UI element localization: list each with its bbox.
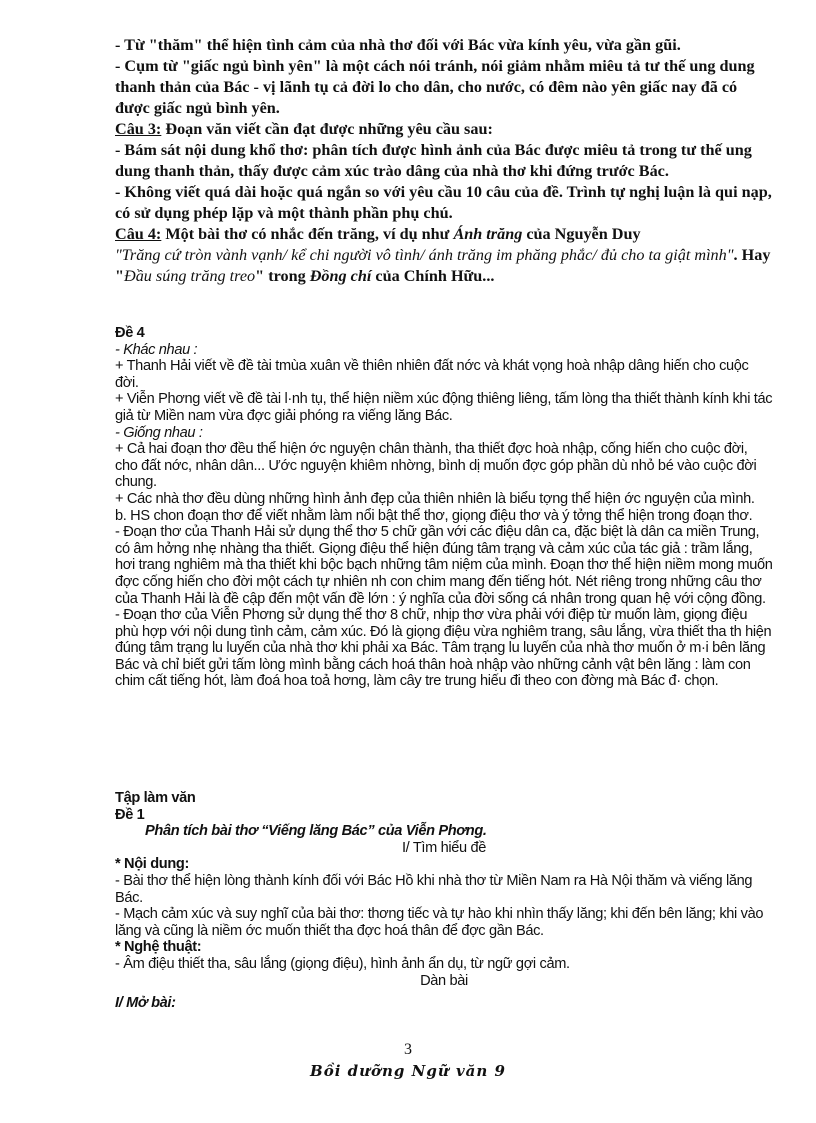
- cau-3-heading: [115, 119, 775, 140]
- paragraph-2: + Viễn Phơng viết về đề tài l·nh tụ, thể hiện niềm xúc động thiêng liêng, tấm lòng tha thiết thành kính khi tác giả từ Miền nam vừa đợc giải phóng ra viếng lăng Bác.: [115, 391, 773, 424]
- poem-quote-1: "Trăng cứ tròn vành vạnh/ kể chi người vô tình/ ánh trăng im phăng phắc/ đủ cho ta giật mình": [115, 246, 734, 264]
- noi-dung-label: * Nội dung:: [115, 856, 189, 873]
- de-4-section: [115, 325, 773, 690]
- paragraph-4: + Các nhà thơ đều dùng những hình ảnh đẹp của thiên nhiên là biểu tợng thể hiện ớc nguyện của mình.: [115, 490, 755, 507]
- answer-line-2: - Cụm từ "giấc ngủ bình yên" là một cách nói tránh, nói giảm nhằm miêu tả tư thế ung dung thanh thản của Bác - vị lãnh tụ cả đời lo cho dân, cho nước, có đêm nào yên giấc nay đã có được giấc ngủ bình yên.: [115, 57, 755, 117]
- footer-title: Bồi dưỡng Ngữ văn 9: [310, 1062, 506, 1080]
- tap-lam-van-section: [115, 790, 773, 1012]
- cau-4-text: Một bài thơ có nhắc đến trăng, ví dụ như: [161, 225, 454, 243]
- noi-dung-2: - Mạch cảm xúc và suy nghĩ của bài thơ: thơng tiếc và tự hào khi nhìn thấy lăng; khi đến bên lăng; khi vào lăng và cũng là niềm ớc muốn thiết tha đợc hoá thân để đợc gần Bác.: [115, 906, 764, 939]
- tap-lam-van-heading: Tập làm văn: [115, 790, 196, 806]
- poem-title-anh-trang: Ánh trăng: [453, 225, 523, 243]
- khac-nhau-label: - Khác nhau :: [115, 341, 198, 358]
- de-1-heading: Đề 1: [115, 806, 145, 823]
- dan-bai-heading: Dàn bài: [420, 972, 468, 989]
- nghe-thuat-1: - Âm điệu thiết tha, sâu lắng (giọng điệu), hình ảnh ẩn dụ, từ ngữ gợi cảm.: [115, 955, 570, 972]
- paragraph-7: - Đoạn thơ của Viễn Phơng sử dụng thể thơ 8 chữ, nhịp thơ vừa phải với điệp từ muốn làm, giọng điệu phù hợp với nội dung tình cảm, cảm xúc. Đó là giọng điệu vừa nghiêm trang, sâu lắng, vừa thiết tha th hiện đúng tâm trạng lu luyến của nhà thơ khi phải xa Bác. Tâm trạng lu luyến của nhà thơ muốn ở m·i bên lăng Bác và chỉ biết gửi tấm lòng mình bằng cách hoá thân hoà nhập vào những cảnh vật bên lăng : làm con chim cất tiếng hót, làm đoá hoa toả hơng, làm cây tre trung hiếu đi theo con đờng mà Bác đ· chọn.: [115, 607, 772, 690]
- poem-title-dong-chi: Đồng chí: [309, 267, 372, 285]
- page-number: 3: [404, 1041, 412, 1058]
- paragraph-6: - Đoạn thơ của Thanh Hải sử dụng thể thơ 5 chữ gần với các điệu dân ca, đặc biệt là dân ca miền Trung, có âm hởng nhẹ nhàng tha thiết. Giọng điệu thể hiện đúng tâm trạng và cảm xúc của tác giả : trầm lắng, hơi trang nghiêm mà tha thiết khi bộc bạch những tâm niệm của mình. Đoạn thơ thể hiện niềm mong muốn đợc cống hiến cho đời một cách tự nhiên nh con chim mang đến tiếng hót. Nét riêng trong những câu thơ của Thanh Hải là đề cập đến một vấn đề lớn : ý nghĩa của đời sống cá nhân trong quan hệ với cộng đồng.: [115, 524, 773, 607]
- cau-3-label: Câu 3:: [115, 120, 162, 138]
- cau-3-text: Đoạn văn viết cần đạt được những yêu cầu sau:: [161, 120, 493, 138]
- answer-line-1: - Từ "thăm" thể hiện tình cảm của nhà thơ đối với Bác vừa kính yêu, vừa gần gũi.: [115, 36, 681, 54]
- tim-hieu-de-heading: I/ Tìm hiểu đề: [401, 839, 487, 856]
- cau-4-author: của Nguyễn Duy: [522, 225, 641, 243]
- cau-4-label: Câu 4:: [115, 225, 162, 243]
- cau-4-paragraph: [115, 224, 775, 287]
- nghe-thuat-label: * Nghệ thuật:: [115, 939, 202, 956]
- task-title: Phân tích bài thơ “Viếng lăng Bác” của Viễn Phơng.: [145, 823, 487, 840]
- de-4-heading: Đề 4: [115, 325, 145, 341]
- answer-section: [115, 35, 775, 287]
- answer-line-3: - Bám sát nội dung khổ thơ: phân tích được hình ảnh của Bác được miêu tả trong tư thế ung dung thanh thản, thấy được cảm xúc trào dâng của nhà thơ khi đứng trước Bác.: [115, 141, 752, 180]
- paragraph-3: + Cả hai đoạn thơ đều thể hiện ớc nguyện chân thành, tha thiết đợc hoà nhập, cống hiến cho cuộc đời, cho đất nớc, nhân dân... Ước nguyện khiêm nhờng, bình dị muốn đợc góp phần dù nhỏ bé vào cuộc đời chung.: [115, 441, 757, 491]
- cau-4-connector: . Hay ": [115, 246, 771, 285]
- cau-4-connector-2: " trong: [255, 267, 310, 285]
- paragraph-1: + Thanh Hải viết về đề tài tmùa xuân về thiên nhiên đất nớc và khát vọng hoà nhập dâng hiến cho cuộc đời.: [115, 358, 749, 391]
- giong-nhau-label: - Giống nhau :: [115, 424, 203, 441]
- poem-quote-2: Đầu súng trăng treo: [124, 267, 256, 285]
- noi-dung-1: - Bài thơ thể hiện lòng thành kính đối với Bác Hồ khi nhà thơ từ Miền Nam ra Hà Nội thăm và viếng lăng Bác.: [115, 872, 753, 906]
- paragraph-5: b. HS chon đoạn thơ để viết nhằm làm nổi bật thể thơ, giọng điệu thơ và ý tởng thể hiện trong đoạn thơ.: [115, 507, 753, 524]
- cau-4-author-2: của Chính Hữu...: [371, 267, 495, 285]
- answer-line-4: - Không viết quá dài hoặc quá ngắn so với yêu cầu 10 câu của đề. Trình tự nghị luận là qui nạp, có sử dụng phép lặp và một thành phần phụ chú.: [115, 183, 772, 222]
- mo-bai-heading: I/ Mở bài:: [115, 995, 176, 1012]
